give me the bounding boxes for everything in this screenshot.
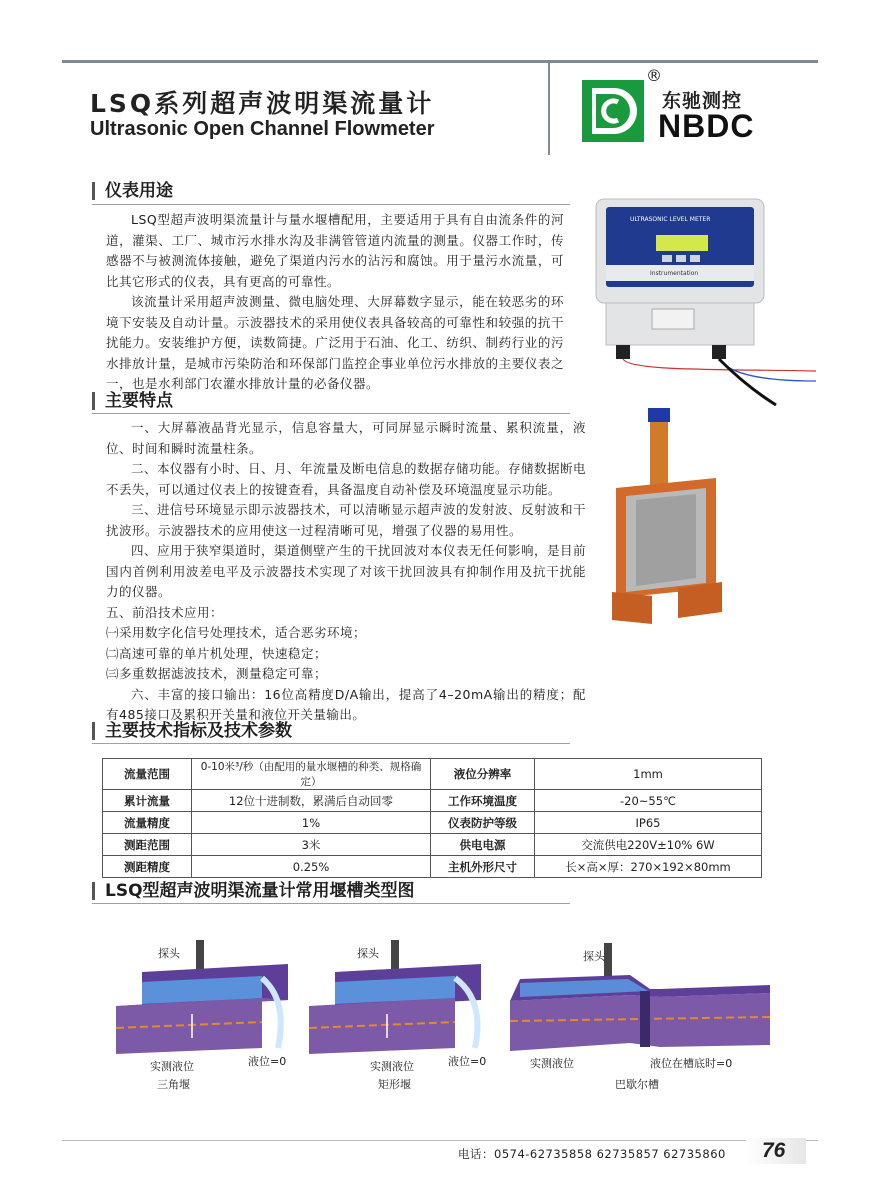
- section-title-usage: 仪表用途: [92, 182, 173, 200]
- triangular-weir-diagram: [112, 930, 302, 1070]
- feature-3: 三、进信号环境显示即示波器技术，可以清晰显示超声波的发射波、反射波和干扰波形。示波器技术的应用使这一过程清晰可见，增强了仪器的易用性。: [106, 502, 587, 538]
- spec-value: 1mm: [535, 759, 762, 790]
- weir-name-rectangular: 矩形堰: [378, 1078, 411, 1091]
- spec-key: 测距范围: [103, 834, 192, 856]
- section-underline: [92, 413, 570, 414]
- spec-key: 测距精度: [103, 856, 192, 878]
- table-row: [103, 856, 762, 878]
- feature-6: 六、丰富的接口输出：16位高精度D/A输出，提高了4–20mA输出的精度；配有485接口及累积开关量和液位开关量输出。: [106, 686, 586, 722]
- section-underline: [92, 743, 570, 744]
- page-number: 76: [762, 1139, 786, 1162]
- device-panel-text: ULTRASONIC LEVEL METER: [630, 216, 711, 223]
- level-zero-label: 液位=0: [448, 1055, 487, 1068]
- section-underline: [92, 903, 570, 904]
- spec-value: 0.25%: [192, 856, 431, 878]
- feature-4: 四、应用于狭窄渠道时，渠道侧壁产生的干扰回波对本仪表无任何影响，是目前国内首例利用波差电平及示波器技术实现了对该干扰回波具有抑制作用及抗干扰能力的仪器。: [106, 543, 587, 599]
- section-underline: [92, 204, 570, 205]
- page-title-en: Ultrasonic Open Channel Flowmeter: [90, 118, 435, 140]
- brand-name-en: NBDC: [658, 108, 755, 144]
- table-row: [103, 834, 762, 856]
- feature-5: 五、前沿技术应用：: [106, 604, 224, 620]
- table-row: [103, 790, 762, 812]
- level-zero-bottom-label: 液位在槽底时=0: [650, 1057, 733, 1070]
- section-title-features: 主要特点: [92, 392, 173, 410]
- section-title-specs: 主要技术指标及技术参数: [92, 722, 292, 740]
- device-brand-text: Instrumentation: [650, 270, 699, 277]
- table-row: [103, 812, 762, 834]
- features-text: [106, 418, 586, 726]
- spec-key: 主机外形尺寸: [431, 856, 535, 878]
- spec-value: 3米: [192, 834, 431, 856]
- header-divider: [548, 63, 550, 155]
- feature-5c: ㈢多重数据滤波技术，测量稳定可靠；: [106, 666, 328, 681]
- usage-text: [106, 210, 564, 395]
- spec-value: IP65: [535, 812, 762, 834]
- weir-name-triangular: 三角堰: [157, 1078, 190, 1091]
- probe-label: 探头: [357, 947, 379, 960]
- probe-label: 探头: [158, 947, 180, 960]
- spec-key: 液位分辨率: [431, 759, 535, 790]
- feature-1: 一、大屏幕液晶背光显示，信息容量大，可同屏显示瞬时流量、累积流量，液位、时间和瞬时流量柱条。: [106, 420, 586, 456]
- feature-5a: ㈠采用数字化信号处理技术，适合恶劣环境；: [106, 625, 367, 640]
- probe-label: 探头: [583, 950, 605, 963]
- footer-phone: 电话：0574-62735858 62735857 62735860: [458, 1147, 726, 1161]
- usage-paragraph-1: LSQ型超声波明渠流量计与量水堰槽配用，主要适用于具有自由流条件的河道，灌渠、工厂、城市污水排水沟及非满管管道内流量的测量。仪器工作时，传感器不与被测流体接触，避免了渠道内污水的沾污和腐蚀。用于量污水流量，可比其它形式的仪表，具有更高的可靠性。: [106, 212, 564, 289]
- measured-level-label: 实测液位: [150, 1060, 194, 1073]
- measured-level-label: 实测液位: [370, 1060, 414, 1073]
- spec-value: 12位十进制数，累满后自动回零: [192, 790, 431, 812]
- spec-key: 流量精度: [103, 812, 192, 834]
- registered-mark: ®: [646, 66, 662, 85]
- feature-2: 二、本仪器有小时、日、月、年流量及断电信息的数据存储功能。存储数据断电不丢失，可以通过仪表上的按键查看，具备温度自动补偿及环境温度显示功能。: [106, 461, 587, 497]
- spec-key: 累计流量: [103, 790, 192, 812]
- spec-value: 长×高×厚：270×192×80mm: [535, 856, 762, 878]
- spec-key: 仪表防护等级: [431, 812, 535, 834]
- brand-name-cn: 东驰测控: [662, 90, 743, 112]
- spec-value: 1%: [192, 812, 431, 834]
- feature-5b: ㈡高速可靠的单片机处理，快速稳定；: [106, 645, 328, 661]
- level-zero-label: 液位=0: [248, 1055, 287, 1068]
- nbdc-logo-icon: [582, 80, 644, 142]
- spec-key: 工作环境温度: [431, 790, 535, 812]
- spec-value: 0-10米³/秒（由配用的量水堰槽的种类、规格确定）: [192, 759, 431, 790]
- page-title-cn: LSQ系列超声波明渠流量计: [90, 89, 435, 118]
- spec-key: 供电电源: [431, 834, 535, 856]
- usage-paragraph-2: 该流量计采用超声波测量、微电脑处理、大屏幕数字显示，能在较恶劣的环境下安装及自动计量。示波器技术的采用使仪表具备较高的可靠性和较强的抗干扰能力。安装维护方便，读数简捷。广泛用于石油、化工、纺织、制药行业的污水排放计量，是城市污染防治和环保部门监控企事业单位污水排放的主要仪表之一，也是水利部门农灌水排放计量的必备仪器。: [106, 294, 564, 391]
- parshall-flume-diagram: [510, 935, 780, 1065]
- sensor-channel-image: [612, 408, 730, 624]
- table-row: [103, 759, 762, 790]
- spec-value: -20~55℃: [535, 790, 762, 812]
- spec-table: [102, 758, 762, 878]
- weir-name-parshall: 巴歇尔槽: [615, 1078, 659, 1091]
- spec-value: 交流供电220V±10% 6W: [535, 834, 762, 856]
- top-rule: [62, 60, 818, 63]
- spec-key: 流量范围: [103, 759, 192, 790]
- footer-rule: [62, 1140, 818, 1141]
- page-number-box: [746, 1138, 806, 1164]
- section-title-weir-types: LSQ型超声波明渠流量计常用堰槽类型图: [92, 882, 415, 900]
- flowmeter-device-image: [590, 195, 820, 407]
- rectangular-weir-diagram: [305, 930, 495, 1070]
- measured-level-label: 实测液位: [530, 1057, 574, 1070]
